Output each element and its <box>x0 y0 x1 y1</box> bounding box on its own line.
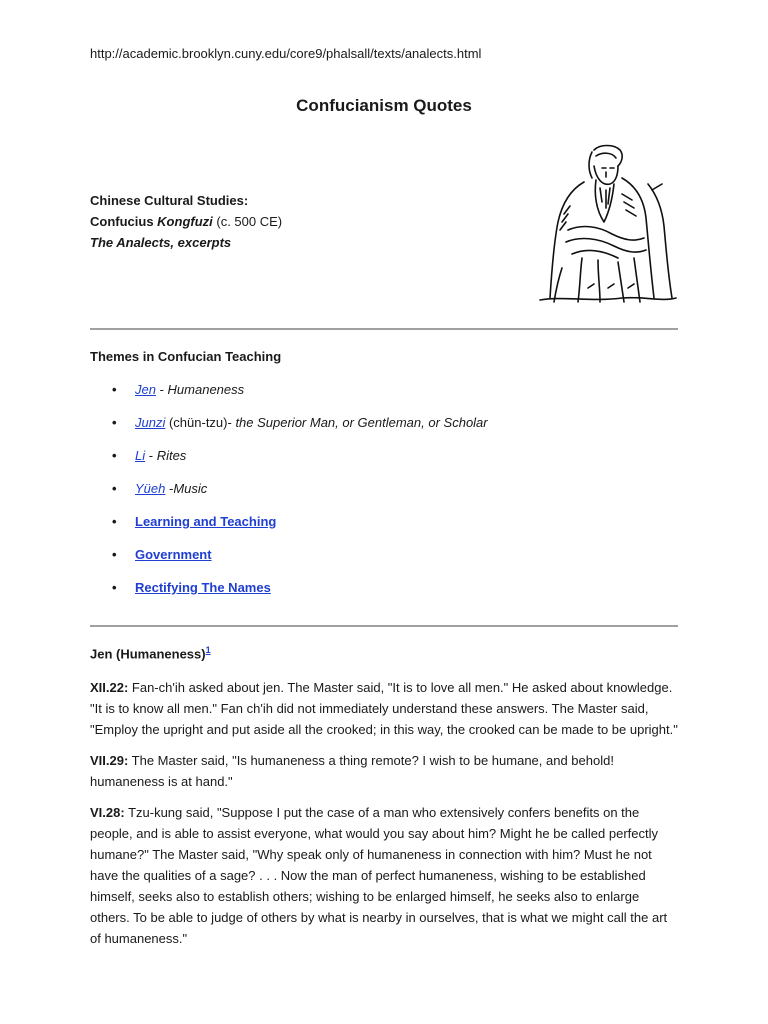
theme-link-learning[interactable]: Learning and Teaching <box>135 514 277 529</box>
theme-rest: (chün-tzu)- <box>165 415 236 430</box>
bullet-icon: • <box>112 514 117 529</box>
theme-desc: the Superior Man, or Gentleman, or Scholar <box>235 415 488 430</box>
passage-text: Tzu-kung said, "Suppose I put the case of a man who extensively confers benefits on the people, and is able to assist everyone, what would you say about him? Might he be called perfectly humane?" The Master said, "Why speak only of humaneness in connection with him? Must he not have the qualities of a sage? . . . Now the man of perfect humaneness, wishing to be established himself, seeks also to establish others; wishing to be enlarged himself, he seeks also to enlarge others. To be able to judge of others by what is nearby in ourselves, that is what we might call the art of humaneness." <box>90 805 668 946</box>
header-line-2-prefix: Confucius <box>90 214 158 229</box>
passage-vi-28 <box>90 802 680 949</box>
list-item <box>90 446 488 479</box>
divider-bottom <box>90 625 678 627</box>
theme-rest: - <box>165 481 174 496</box>
header-line-1: Chinese Cultural Studies: <box>90 193 249 208</box>
themes-heading: Themes in Confucian Teaching <box>90 349 282 364</box>
header-line-2-italic: Kongfuzi <box>157 214 213 229</box>
header-line-2 <box>90 211 282 232</box>
passage-vii-29 <box>90 750 680 792</box>
theme-link-rectifying[interactable]: Rectifying The Names <box>135 580 271 595</box>
source-url: http://academic.brooklyn.cuny.edu/core9/phalsall/texts/analects.html <box>90 46 482 61</box>
themes-list <box>90 380 488 611</box>
passage-ref: XII.22: <box>90 680 129 695</box>
theme-rest: - <box>155 382 168 397</box>
theme-desc: Music <box>173 481 208 496</box>
passage-text: Fan-ch'ih asked about jen. The Master said, "It is to love all men." He asked about knowledge. "It is to know all men." Fan ch'ih did not immediately understand these answers. The Master said, "Employ the upright and put aside all the crooked; in this way, the crooked can be made to be upright." <box>90 680 678 737</box>
theme-rest: - <box>145 448 157 463</box>
list-item <box>90 578 488 611</box>
bullet-icon: • <box>112 547 117 562</box>
divider-top <box>90 328 678 330</box>
page-title: Confucianism Quotes <box>296 96 472 115</box>
footnote-link[interactable]: 1 <box>205 645 211 655</box>
header-line-3: The Analects, excerpts <box>90 235 232 250</box>
theme-link-li[interactable]: Li <box>135 448 146 463</box>
theme-desc: Humaneness <box>167 382 245 397</box>
list-item <box>90 545 488 578</box>
section-heading <box>90 645 211 661</box>
bullet-icon: • <box>112 448 117 463</box>
list-item <box>90 380 488 413</box>
theme-link-junzi[interactable]: Junzi <box>135 415 166 430</box>
section-heading-text: Jen (Humaneness) <box>90 646 206 662</box>
passage-ref: VI.28: <box>90 805 125 820</box>
theme-link-government[interactable]: Government <box>135 547 212 562</box>
header-block <box>90 190 282 253</box>
header-line-2-suffix: (c. 500 CE) <box>212 214 283 229</box>
theme-link-yueh[interactable]: Yüeh <box>135 481 166 496</box>
bullet-icon: • <box>112 580 117 595</box>
theme-link-jen[interactable]: Jen <box>135 382 156 397</box>
bullet-icon: • <box>112 481 117 496</box>
bullet-icon: • <box>112 415 117 430</box>
list-item <box>90 512 488 545</box>
theme-desc: Rites <box>156 448 187 463</box>
list-item <box>90 413 488 446</box>
passage-ref: VII.29: <box>90 753 129 768</box>
passage-text: The Master said, "Is humaneness a thing remote? I wish to be humane, and behold! humaneness is at hand." <box>90 753 614 789</box>
passage-xii-22 <box>90 677 680 740</box>
confucius-portrait-image <box>522 138 678 304</box>
list-item <box>90 479 488 512</box>
bullet-icon: • <box>112 382 117 397</box>
